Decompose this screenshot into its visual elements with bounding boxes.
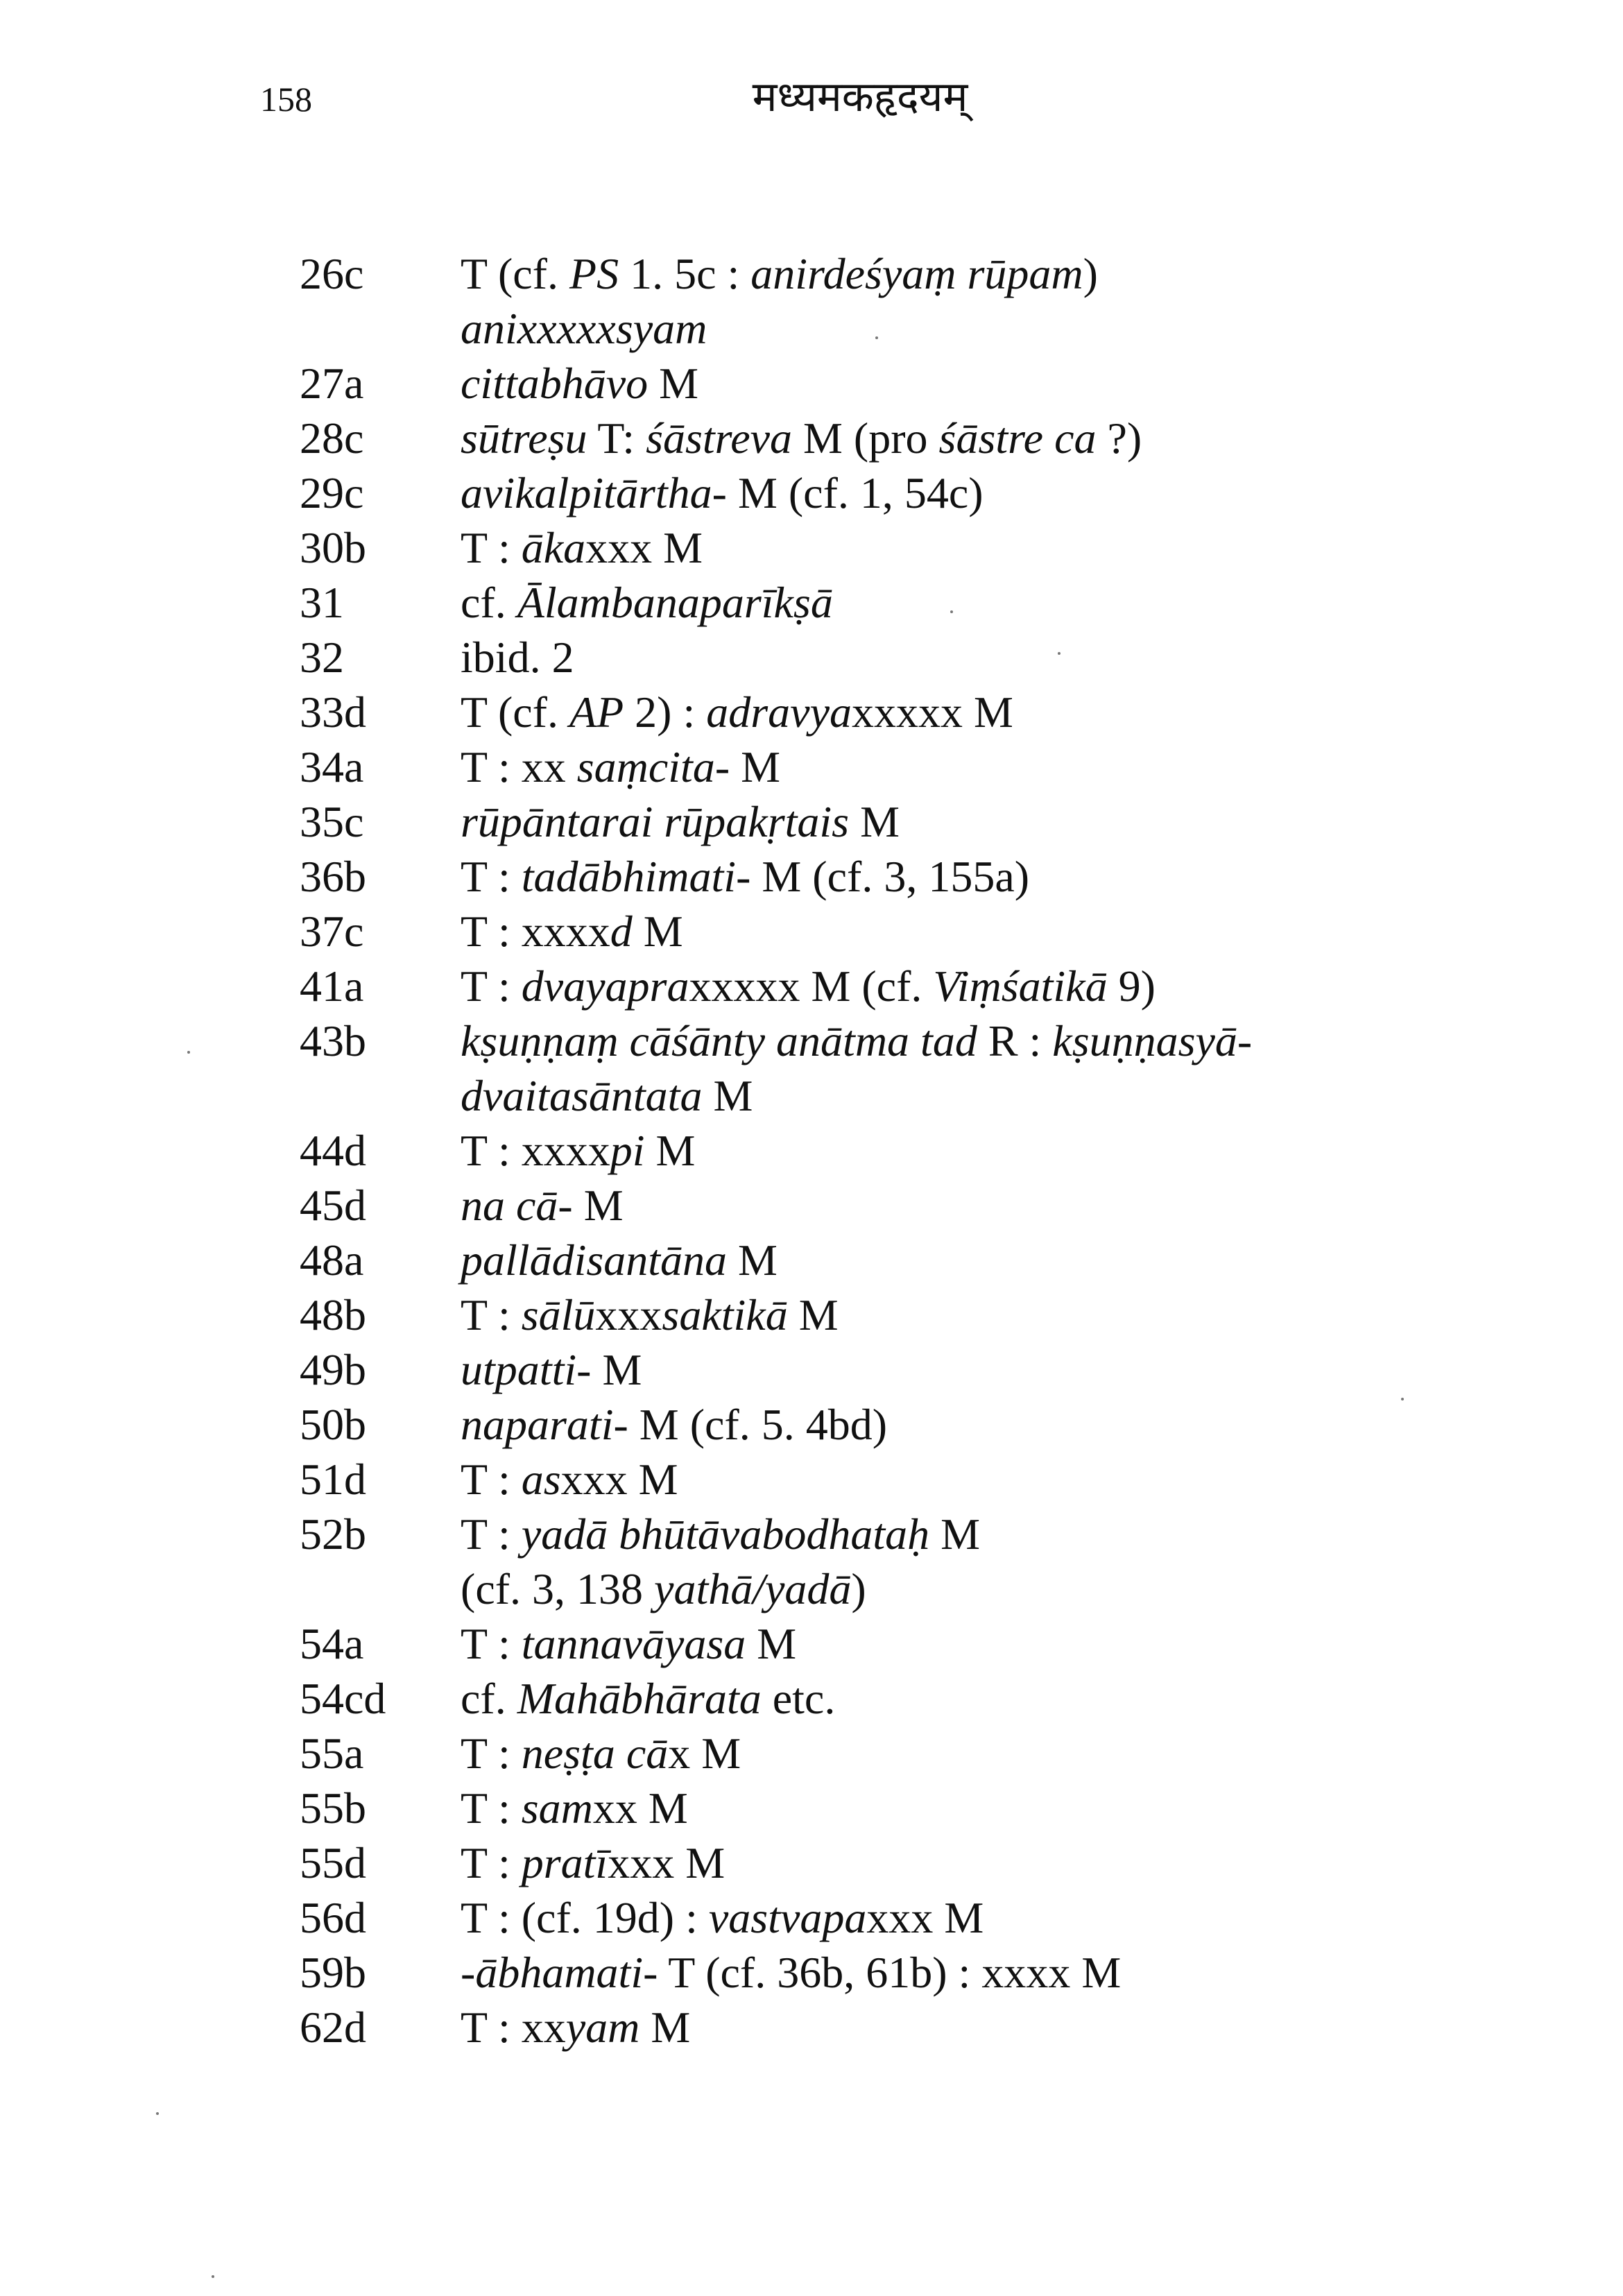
entry-note [461, 1452, 1623, 1507]
note-line [461, 630, 1484, 685]
entry-note [461, 959, 1623, 1013]
entry-ref: 62d [300, 2003, 366, 2052]
italic-text: tannavāyasa [521, 1619, 746, 1668]
apparatus-entry [0, 1726, 1623, 1781]
roman-text: xxx M [608, 1838, 725, 1887]
note-line [461, 1781, 1484, 1835]
roman-text: etc. [761, 1674, 836, 1723]
apparatus-entry [0, 1616, 1623, 1671]
note-line [461, 520, 1484, 575]
entry-note [461, 1781, 1623, 1835]
entry-note [461, 1890, 1623, 1945]
entry-ref: 51d [300, 1455, 366, 1504]
note-line [461, 465, 1484, 520]
apparatus-entry [0, 739, 1623, 794]
apparatus-entry [0, 1397, 1623, 1452]
apparatus-entry [0, 1013, 1623, 1123]
entry-ref: 35c [300, 797, 364, 846]
roman-text: M [639, 2003, 691, 2052]
entry-ref: 28c [300, 413, 364, 463]
entry-note [461, 630, 1623, 685]
roman-text: xxxxx M [851, 687, 1013, 737]
entry-ref: 54a [300, 1619, 364, 1668]
apparatus-entry [0, 1287, 1623, 1342]
page-number: 158 [260, 80, 312, 119]
roman-text: T : xx [461, 742, 577, 791]
italic-text: Viṃśatikā [933, 961, 1108, 1011]
entry-ref: 37c [300, 907, 364, 956]
entry-ref: 49b [300, 1345, 366, 1394]
roman-text: M (pro [792, 413, 939, 463]
roman-text: T : [461, 1455, 522, 1504]
note-line [461, 849, 1484, 904]
roman-text: cf. [461, 1674, 517, 1723]
roman-text: xxxxx M (cf. [689, 961, 934, 1011]
note-line [461, 904, 1484, 959]
italic-text: utpatti- [461, 1345, 592, 1394]
note-line [461, 301, 1484, 356]
note-line [461, 959, 1484, 1013]
italic-text: neṣṭa cā [521, 1729, 669, 1778]
note-line [461, 794, 1484, 849]
entry-ref: 45d [300, 1181, 366, 1230]
entry-ref: 29c [300, 468, 364, 517]
roman-text: 2) : [624, 687, 707, 737]
italic-text: kṣuṇṇasyā- [1052, 1016, 1253, 1065]
entry-ref: 33d [300, 687, 366, 737]
apparatus-entry [0, 520, 1623, 575]
entry-note [461, 1178, 1623, 1233]
entry-note [461, 1123, 1623, 1178]
scan-speck [1401, 1398, 1404, 1400]
roman-text: M [632, 907, 683, 956]
roman-text: T : xxxx [461, 907, 610, 956]
italic-text: tadābhimati- [521, 852, 751, 901]
entry-ref: 41a [300, 961, 364, 1011]
entry-note [461, 356, 1623, 411]
roman-text: T: [587, 413, 646, 463]
note-line [461, 1507, 1484, 1561]
note-line [461, 356, 1484, 411]
apparatus-entry [0, 959, 1623, 1013]
italic-text: Mahābhārata [517, 1674, 762, 1723]
apparatus-entry [0, 849, 1623, 904]
entry-note [461, 520, 1623, 575]
roman-text: T : [461, 1509, 522, 1559]
entry-ref: 31 [300, 578, 344, 627]
entry-ref: 44d [300, 1126, 366, 1175]
apparatus-entry [0, 1178, 1623, 1233]
entry-note [461, 1287, 1623, 1342]
roman-text: xx M [592, 1783, 688, 1833]
roman-text: xxx M [560, 1455, 678, 1504]
entry-note [461, 794, 1623, 849]
note-line [461, 1178, 1484, 1233]
apparatus-entry [0, 904, 1623, 959]
note-line [461, 575, 1484, 630]
roman-text: x M [668, 1729, 741, 1778]
italic-text: pratī [521, 1838, 608, 1887]
italic-text: saṃcita- [576, 742, 730, 791]
note-line [461, 1342, 1484, 1397]
roman-text: T (cf. 36b, 61b) : xxxx M [658, 1948, 1122, 1997]
roman-text: T : [461, 1729, 522, 1778]
roman-text: ?) [1096, 413, 1142, 463]
italic-text: sūtreṣu [461, 413, 587, 463]
roman-text: xxx M [866, 1893, 984, 1942]
entry-note [461, 1397, 1623, 1452]
entry-note [461, 575, 1623, 630]
apparatus-entry [0, 1452, 1623, 1507]
note-line [461, 2000, 1484, 2055]
roman-text: M (cf. 3, 155a) [750, 852, 1030, 901]
apparatus-entry [0, 1671, 1623, 1726]
apparatus-entry [0, 794, 1623, 849]
italic-text: kṣuṇṇaṃ cāśānty anātma tad [461, 1016, 977, 1065]
entry-ref: 55d [300, 1838, 366, 1887]
note-line [461, 1835, 1484, 1890]
roman-text: ) [851, 1564, 866, 1613]
roman-text: T : [461, 961, 522, 1011]
italic-text: anixxxxxsyam [461, 304, 707, 353]
scan-speck [875, 336, 878, 339]
entry-ref: 50b [300, 1400, 366, 1449]
italic-text: yathā/yadā [654, 1564, 852, 1613]
italic-text: yadā bhūtāvabodhataḥ [521, 1509, 930, 1559]
italic-text: PS [569, 249, 619, 298]
entry-ref: 59b [300, 1948, 366, 1997]
roman-text: 9) [1107, 961, 1156, 1011]
roman-text: xxx [595, 1290, 662, 1339]
apparatus-entry [0, 1781, 1623, 1835]
entry-note [461, 1507, 1623, 1616]
entry-note [461, 1013, 1623, 1123]
scan-speck [212, 2275, 214, 2278]
apparatus-entry [0, 1890, 1623, 1945]
italic-text: as [521, 1455, 561, 1504]
entry-note [461, 2000, 1623, 2055]
entry-ref: 48a [300, 1235, 364, 1285]
entry-ref: 26c [300, 249, 364, 298]
entry-note [461, 1726, 1623, 1781]
italic-text: dvayapra [521, 961, 689, 1011]
note-line [461, 1013, 1484, 1068]
note-line [461, 1452, 1484, 1507]
entry-ref: 30b [300, 523, 366, 572]
scan-speck [156, 2112, 159, 2115]
roman-text: M [746, 1619, 797, 1668]
roman-text: T : [461, 1290, 522, 1339]
apparatus-entry [0, 1835, 1623, 1890]
roman-text: R : [977, 1016, 1053, 1065]
italic-text: d [610, 907, 633, 956]
apparatus-entry [0, 1123, 1623, 1178]
note-line [461, 1287, 1484, 1342]
apparatus-entry [0, 1233, 1623, 1287]
apparatus-entry [0, 630, 1623, 685]
note-line [461, 1397, 1484, 1452]
italic-text: Ālambanaparīkṣā [517, 578, 833, 627]
note-line [461, 1068, 1484, 1123]
note-line [461, 1726, 1484, 1781]
entry-ref: 27a [300, 359, 364, 408]
italic-text: cittabhāvo [461, 359, 649, 408]
note-line [461, 246, 1484, 301]
italic-text: śāstre ca [938, 413, 1097, 463]
entry-note [461, 685, 1623, 739]
entry-note [461, 1671, 1623, 1726]
roman-text: T : [461, 1838, 522, 1887]
roman-text: M [591, 1345, 642, 1394]
entry-note [461, 849, 1623, 904]
italic-text: sam [521, 1783, 593, 1833]
note-line [461, 1561, 1484, 1616]
note-line [461, 411, 1484, 465]
entry-ref: 48b [300, 1290, 366, 1339]
note-line [461, 1890, 1484, 1945]
roman-text: M [572, 1181, 624, 1230]
italic-text: vastvapa [708, 1893, 867, 1942]
note-line [461, 1616, 1484, 1671]
entry-ref: 43b [300, 1016, 366, 1065]
roman-text: xxx M [585, 523, 703, 572]
italic-text: sālū [521, 1290, 596, 1339]
italic-text: rūpāntarai rūpakṛtais [461, 797, 850, 846]
scan-speck [950, 610, 953, 613]
entry-ref: 34a [300, 742, 364, 791]
apparatus-entry [0, 246, 1623, 356]
roman-text: M [648, 359, 699, 408]
roman-text: M [730, 742, 781, 791]
italic-text: naparati- [461, 1400, 628, 1449]
note-line [461, 739, 1484, 794]
roman-text: M [929, 1509, 980, 1559]
roman-text: T : [461, 523, 522, 572]
roman-text: ibid. 2 [461, 633, 574, 682]
note-line [461, 1233, 1484, 1287]
roman-text: T : [461, 1619, 522, 1668]
apparatus-entry [0, 575, 1623, 630]
italic-text: AP [569, 687, 624, 737]
italic-text: āka [521, 523, 586, 572]
roman-text: T : xx [461, 2003, 566, 2052]
italic-text: pi [610, 1126, 645, 1175]
entry-note [461, 904, 1623, 959]
apparatus-entry [0, 465, 1623, 520]
italic-text: adravya [706, 687, 852, 737]
apparatus-entry [0, 685, 1623, 739]
entry-note [461, 1616, 1623, 1671]
scan-speck [1058, 652, 1060, 655]
apparatus-entry [0, 2000, 1623, 2055]
roman-text: M (cf. 1, 54c) [726, 468, 984, 517]
apparatus-entry [0, 1342, 1623, 1397]
entry-note [461, 246, 1623, 356]
entry-note [461, 465, 1623, 520]
roman-text: T : xxxx [461, 1126, 610, 1175]
roman-text: M [787, 1290, 839, 1339]
roman-text: T : (cf. 19d) : [461, 1893, 709, 1942]
note-line [461, 685, 1484, 739]
roman-text: T (cf. [461, 249, 569, 298]
scan-speck [187, 1051, 190, 1054]
entry-note [461, 739, 1623, 794]
italic-text: avikalpitārtha- [461, 468, 727, 517]
roman-text: T (cf. [461, 687, 569, 737]
italic-text: anirdeśyaṃ rūpam [750, 249, 1083, 298]
entry-note [461, 1233, 1623, 1287]
roman-text: T : [461, 1783, 522, 1833]
apparatus-entry [0, 1507, 1623, 1616]
roman-text: ) [1083, 249, 1098, 298]
italic-text: śāstreva [646, 413, 792, 463]
roman-text: M [702, 1071, 753, 1120]
entry-ref: 56d [300, 1893, 366, 1942]
italic-text: yam [565, 2003, 640, 2052]
note-line [461, 1945, 1484, 2000]
entry-ref: 55a [300, 1729, 364, 1778]
entry-ref: 55b [300, 1783, 366, 1833]
roman-text: M [644, 1126, 696, 1175]
entry-note [461, 1835, 1623, 1890]
italic-text: -ābhamati- [461, 1948, 658, 1997]
entry-note [461, 411, 1623, 465]
roman-text: M [727, 1235, 778, 1285]
apparatus-entry [0, 356, 1623, 411]
italic-text: dvaitasāntata [461, 1071, 703, 1120]
italic-text: saktikā [662, 1290, 788, 1339]
italic-text: pallādisantāna [461, 1235, 728, 1285]
roman-text: 1. 5c : [619, 249, 751, 298]
apparatus-entry [0, 411, 1623, 465]
entry-note [461, 1945, 1623, 2000]
note-line [461, 1671, 1484, 1726]
italic-text: na cā- [461, 1181, 573, 1230]
running-title: मध्यमकहृदयम् [752, 73, 968, 121]
apparatus-entry [0, 1945, 1623, 2000]
roman-text: cf. [461, 578, 517, 627]
entry-ref: 36b [300, 852, 366, 901]
entry-ref: 54cd [300, 1674, 386, 1723]
apparatus-list [0, 246, 1623, 2055]
entry-ref: 52b [300, 1509, 366, 1559]
entry-ref: 32 [300, 633, 344, 682]
roman-text: M [849, 797, 900, 846]
note-line [461, 1123, 1484, 1178]
entry-note [461, 1342, 1623, 1397]
roman-text: M (cf. 5. 4bd) [628, 1400, 888, 1449]
roman-text: (cf. 3, 138 [461, 1564, 655, 1613]
roman-text: T : [461, 852, 522, 901]
